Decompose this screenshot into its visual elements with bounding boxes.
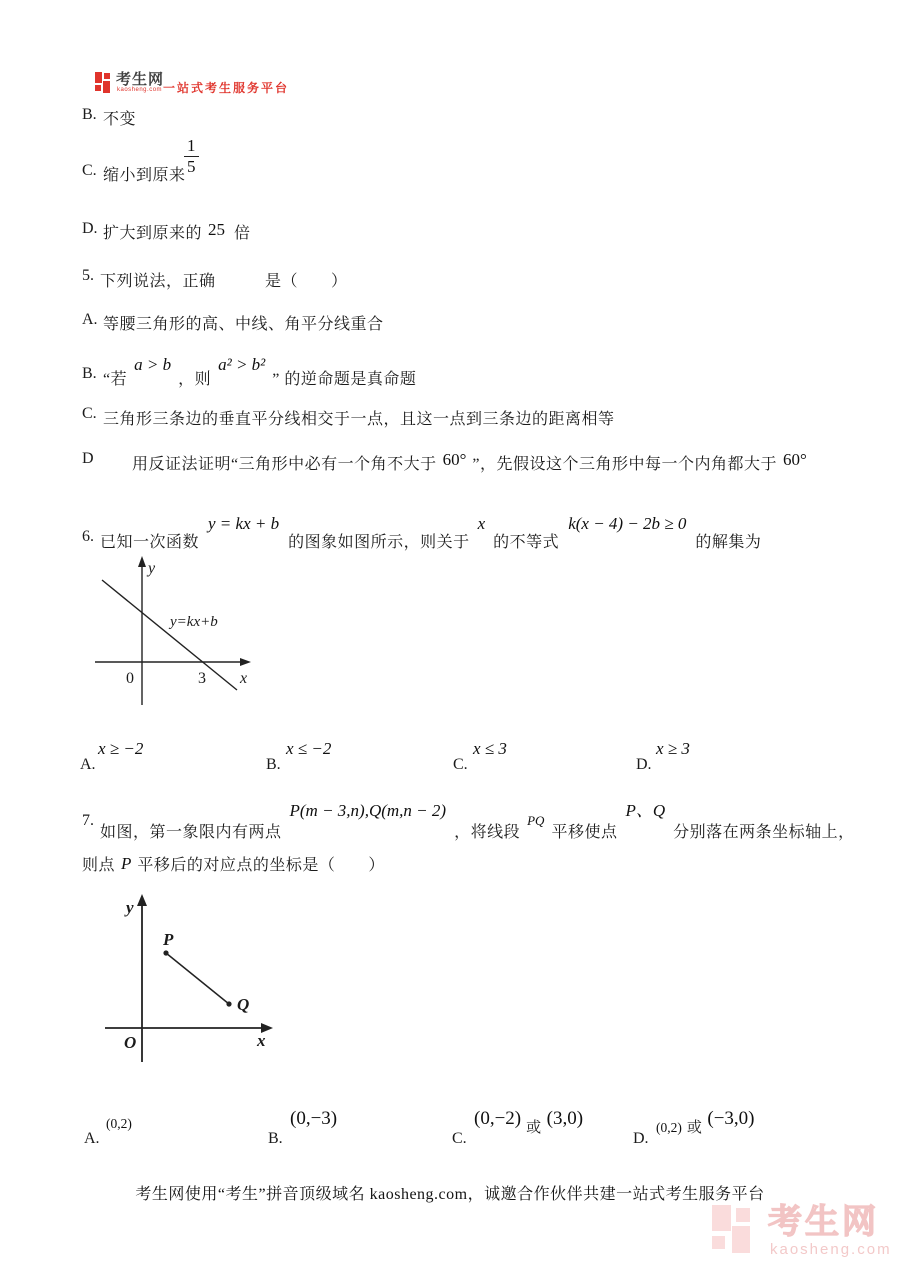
q7-optC-label: C. <box>452 1130 467 1147</box>
q6-optB-label: B. <box>266 756 281 773</box>
point-p <box>163 950 168 955</box>
q5-optB-seg2: ，则 <box>178 371 212 388</box>
header-logo <box>95 72 395 96</box>
q6-line-equation-label: y=kx+b <box>170 614 218 630</box>
segment-pq <box>166 953 229 1004</box>
q7-optD-value2: (−3,0) <box>707 1108 755 1129</box>
q7-origin-label: O <box>124 1033 137 1052</box>
q5-optD-seg2: ”，先假设这个三角形中每一个内角都大于 <box>472 456 778 473</box>
y-axis-arrow-icon <box>137 894 147 906</box>
brand-domain: kaosheng.com <box>117 87 163 93</box>
q7-optA-label: A. <box>84 1130 100 1147</box>
q7-seg1: 如图，第一象限内有两点 <box>100 824 282 841</box>
q6-seg1: 已知一次函数 <box>100 534 200 551</box>
q7-optB-value: (0,−3) <box>290 1108 338 1129</box>
q6-optD-value: x ≥ 3 <box>656 739 690 758</box>
q7-stem-line2 <box>82 852 385 875</box>
q7-optD-value1: (0,2) <box>656 1120 682 1135</box>
q5-optB-seg1: “若 <box>103 371 128 388</box>
q5-optD-label: D <box>82 450 94 467</box>
q7-y-axis-label: y <box>126 898 134 917</box>
q6-y-axis-label: y <box>148 560 156 577</box>
q7-optD-or: 或 <box>686 1120 703 1136</box>
q7-math3: P、Q <box>625 801 666 820</box>
q6-optD-label: D. <box>636 756 652 773</box>
function-line <box>102 580 237 690</box>
q7-stem-line1 <box>100 796 855 841</box>
q6-figure-linear-graph <box>85 553 260 708</box>
kaosheng-logo-icon <box>95 72 112 93</box>
q4-optC-label: C. <box>82 162 97 179</box>
q7-optD-group <box>656 1108 755 1136</box>
q5-optB-label: B. <box>82 365 97 382</box>
q5-optD-math1: 60° <box>442 450 467 469</box>
q6-x-axis-label: x <box>240 670 248 687</box>
q6-optC-value: x ≤ 3 <box>473 739 507 758</box>
q7-math2: PQ <box>527 813 545 828</box>
q7-optC-value2: (3,0) <box>546 1108 584 1129</box>
footer-slogan: 考生网使用“考生”拼音顶级域名 kaosheng.com，诚邀合作伙伴共建一站式考生服务平台 <box>135 1186 765 1203</box>
q4-optD-label: D. <box>82 220 98 237</box>
q7-line2-math: P <box>121 854 132 873</box>
q5-optB-line <box>103 352 417 388</box>
q5-optD-line <box>132 447 809 473</box>
q7-seg2: ，将线段 <box>454 824 521 841</box>
q7-figure-segment-graph <box>100 890 290 1070</box>
q7-optC-or: 或 <box>526 1120 542 1136</box>
q4-optD-line <box>103 217 251 240</box>
q7-optB-label: B. <box>268 1130 283 1147</box>
fraction-numerator: 1 <box>184 136 199 157</box>
brand-tagline: 一站式考生服务平台 <box>163 81 290 95</box>
q6-math2: x <box>477 514 486 533</box>
q4-optC-text: 缩小到原来 <box>103 167 186 184</box>
q5-optD-seg1: 用反证法证明“三角形中必有一个角不大于 <box>132 456 437 473</box>
q7-p-label: P <box>163 930 174 949</box>
q7-seg3: 平移使点 <box>551 824 618 841</box>
q5-optC-text: 三角形三条边的垂直平分线相交于一点，且这一点到三条边的距离相等 <box>103 411 615 428</box>
q6-x-intercept-label: 3 <box>198 670 206 687</box>
q6-seg3: 的不等式 <box>493 534 560 551</box>
q7-optA-value: (0,2) <box>106 1116 132 1131</box>
q6-seg2: 的图象如图所示，则关于 <box>288 534 470 551</box>
q7-x-axis-label: x <box>257 1031 266 1050</box>
q5-optC-label: C. <box>82 405 97 422</box>
q4-optD-seg2: 倍 <box>234 225 251 242</box>
q7-number: 7. <box>82 812 94 829</box>
q4-optD-number: 25 <box>208 220 226 239</box>
q5-optB-math2: a² > b² <box>218 355 266 374</box>
q7-optC-value1: (0,−2) <box>474 1108 522 1129</box>
fraction-denominator: 5 <box>187 157 196 176</box>
watermark-domain: kaosheng.com <box>770 1241 892 1258</box>
q7-math1: P(m − 3,n),Q(m,n − 2) <box>289 801 447 820</box>
x-axis-arrow-icon <box>240 658 251 666</box>
q5-stem: 下列说法，正确 是（ ） <box>100 273 348 290</box>
q7-line2-seg1: 则点 <box>82 857 116 874</box>
q6-math1: y = kx + b <box>208 514 280 533</box>
q7-line2-seg2: 平移后的对应点的坐标是（ ） <box>137 857 385 874</box>
q6-math3: k(x − 4) − 2b ≥ 0 <box>568 514 687 533</box>
q5-number: 5. <box>82 267 94 284</box>
q6-stem-line <box>100 511 762 551</box>
q6-seg4: 的解集为 <box>695 534 762 551</box>
q5-optA-text: 等腰三角形的高、中线、角平分线重合 <box>103 316 384 333</box>
q6-optA-label: A. <box>80 756 96 773</box>
q7-optC-group <box>474 1108 584 1136</box>
q5-optB-seg3: ” 的逆命题是真命题 <box>272 371 417 388</box>
q7-q-label: Q <box>237 995 250 1014</box>
y-axis-arrow-icon <box>138 556 146 567</box>
brand-name: 考生网 <box>116 71 165 88</box>
q6-number: 6. <box>82 528 94 545</box>
watermark-logo-icon <box>712 1205 758 1253</box>
watermark-brand: 考生网 <box>768 1203 879 1241</box>
q7-optD-label: D. <box>633 1130 649 1147</box>
q6-optB-value: x ≤ −2 <box>286 739 332 758</box>
q5-optB-math1: a > b <box>134 355 172 374</box>
q4-optB-label: B. <box>82 106 97 123</box>
q6-optA-value: x ≥ −2 <box>98 739 144 758</box>
point-q <box>226 1001 231 1006</box>
q6-optC-label: C. <box>453 756 468 773</box>
q5-optA-label: A. <box>82 311 98 328</box>
q4-optB-text: 不变 <box>103 111 137 128</box>
q7-seg4: 分别落在两条坐标轴上， <box>673 824 855 841</box>
q6-origin-label: 0 <box>126 670 134 687</box>
q4-optC-fraction <box>184 136 199 177</box>
q4-optD-seg1: 扩大到原来的 <box>103 225 203 242</box>
q5-optD-math2: 60° <box>783 450 807 469</box>
